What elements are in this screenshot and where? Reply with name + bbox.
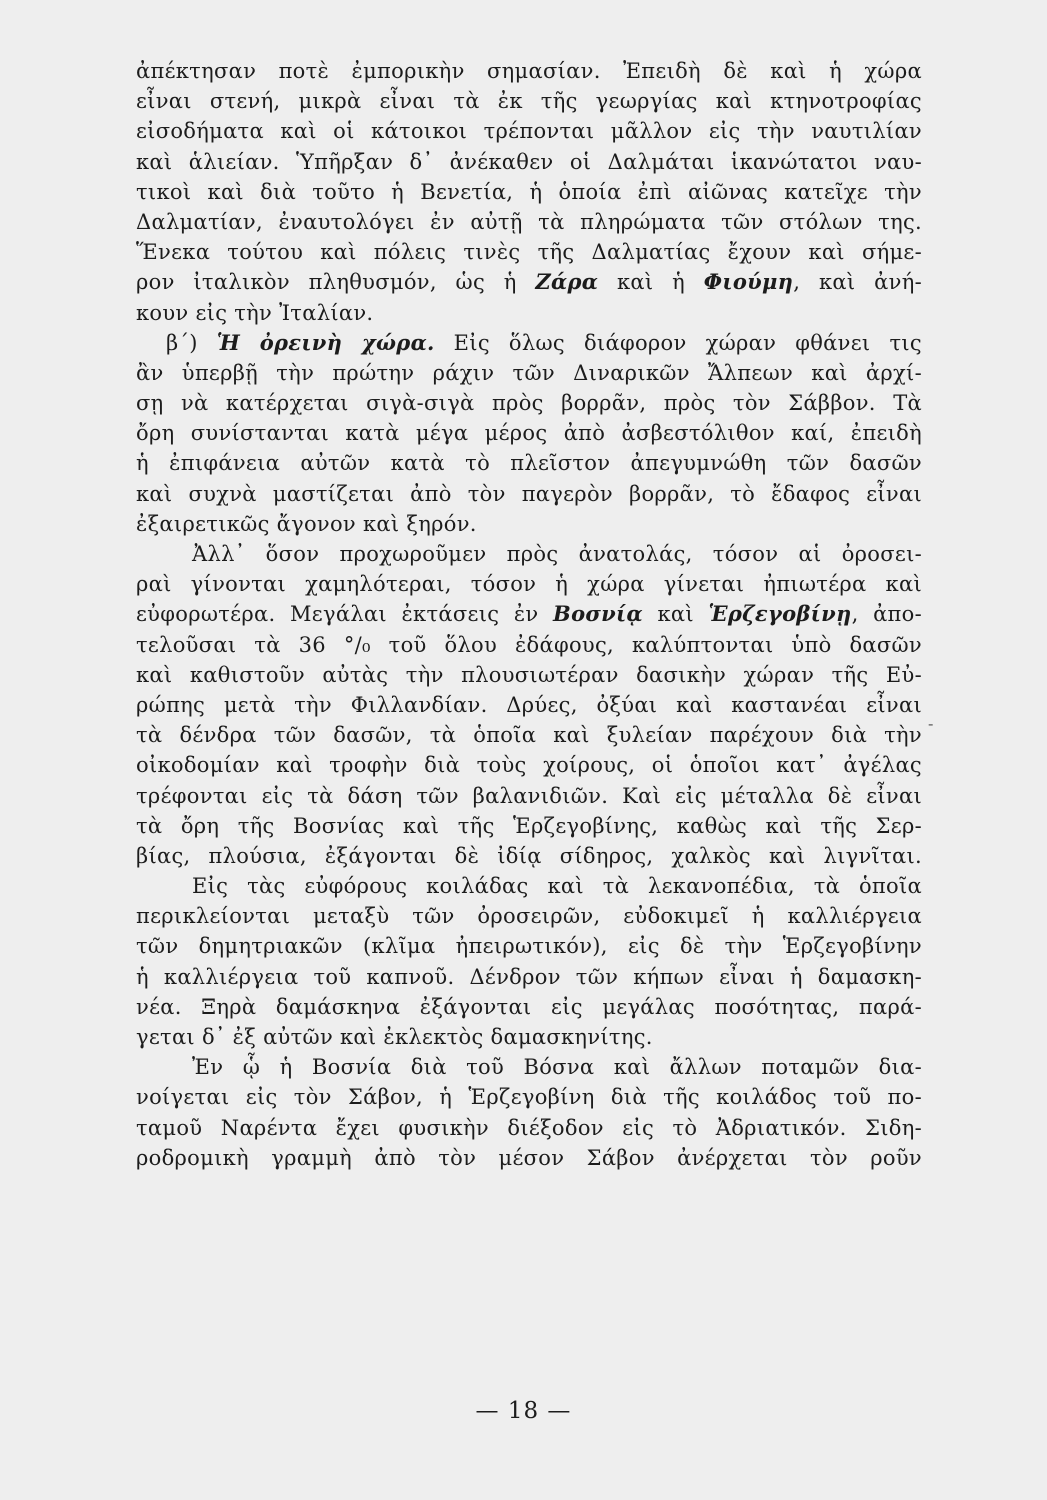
- text-line: ἡ ἐπιφάνεια αὐτῶν κατὰ τὸ πλεῖστον ἀπεγυμνώθη τῶν δασῶν: [136, 451, 922, 476]
- text-line: Εἰς τὰς εὐφόρους κοιλάδας καὶ τὰ λεκανοπέδια, τὰ ὁποῖα: [192, 874, 922, 899]
- text-line: τὰ ὄρη τῆς Βοσνίας καὶ τῆς Ἑρζεγοβίνης, καθὼς καὶ τῆς Σερ-: [136, 813, 922, 838]
- section-label: β΄): [166, 330, 217, 355]
- text-line: ὄρη συνίστανται κατὰ μέγα μέρος ἀπὸ ἀσβεστόλιθον καί, ἐπειδὴ: [136, 421, 922, 446]
- place-name-bosnia: Βοσνίᾳ: [553, 601, 643, 627]
- text-line: Ἀλλ᾽ ὅσον προχωροῦμεν πρὸς ἀνατολάς, τόσον αἱ ὀροσει-: [192, 542, 922, 566]
- text-fragment: Εἰς ὅλως διάφορον χώραν φθάνει τις: [434, 330, 922, 355]
- text-line: [136, 599, 922, 629]
- text-line: οἰκοδομίαν καὶ τροφὴν διὰ τοὺς χοίρους, οἱ ὁποῖοι κατ᾽ ἀγέλας: [136, 753, 922, 778]
- text-line: ταμοῦ Ναρέντα ἔχει φυσικὴν διέξοδον εἰς τὸ Ἀδριατικόν. Σιδη-: [136, 1115, 922, 1140]
- text-line: γεται δ᾽ ἐξ αὐτῶν καὶ ἐκλεκτὸς δαμασκηνίτης.: [136, 1025, 653, 1049]
- text-line: τρέφονται εἰς τὰ δάση τῶν βαλανιδιῶν. Καὶ εἰς μέταλλα δὲ εἶναι: [136, 783, 922, 808]
- text-line: τικοὶ καὶ διὰ τοῦτο ἡ Βενετία, ἡ ὁποία ἐπὶ αἰῶνας κατεῖχε τὴν: [136, 179, 922, 204]
- text-fragment: , καὶ ἀνή-: [793, 270, 922, 295]
- place-name-zara: Ζάρα: [535, 269, 599, 295]
- place-name-fiume: Φιούμη: [703, 269, 794, 295]
- text-line: βίας, πλούσια, ἐξάγονται δὲ ἰδίᾳ σίδηρος, χαλκὸς καὶ λιγνῖται.: [136, 843, 922, 868]
- text-fragment: , ἀπο-: [851, 602, 923, 627]
- body-text: [136, 56, 922, 1173]
- text-line: ἐξαιρετικῶς ἄγονον καὶ ξηρόν.: [136, 511, 477, 536]
- text-fragment: ρον ἰταλικὸν πληθυσμόν, ὡς ἡ: [136, 270, 536, 295]
- text-line: [136, 267, 922, 297]
- text-line: περικλείονται μεταξὺ τῶν ὀροσειρῶν, εὐδοκιμεῖ ἡ καλλιέργεια: [136, 904, 922, 929]
- place-name-herzegovina: Ἑρζεγοβίνῃ: [708, 601, 852, 627]
- text-line: ρώπης μετὰ τὴν Φιλλανδίαν. Δρύες, ὀξύαι καὶ καστανέαι εἶναι: [136, 692, 922, 717]
- text-line: κουν εἰς τὴν Ἰταλίαν.: [136, 300, 374, 325]
- text-line: τελοῦσαι τὰ 36 °/₀ τοῦ ὅλου ἐδάφους, καλύπτονται ὑπὸ δασῶν: [136, 632, 922, 657]
- margin-mark: -: [928, 714, 934, 733]
- text-line: καὶ ἁλιείαν. Ὑπῆρξαν δ᾽ ἀνέκαθεν οἱ Δαλμάται ἱκανώτατοι ναυ-: [136, 149, 922, 174]
- text-line: Ἕνεκα τούτου καὶ πόλεις τινὲς τῆς Δαλματίας ἔχουν καὶ σήμε-: [136, 240, 922, 265]
- text-line: τὰ δένδρα τῶν δασῶν, τὰ ὁποῖα καὶ ξυλείαν παρέχουν διὰ τὴν: [136, 723, 922, 748]
- text-line: Ἐν ᾧ ἡ Βοσνία διὰ τοῦ Βόσνα καὶ ἄλλων ποταμῶν δια-: [192, 1055, 922, 1080]
- text-line: νοίγεται εἰς τὸν Σάβον, ἡ Ἑρζεγοβίνη διὰ τῆς κοιλάδος τοῦ πο-: [136, 1085, 922, 1110]
- text-line: ἂν ὑπερβῇ τὴν πρώτην ράχιν τῶν Διναρικῶν Ἄλπεων καὶ ἀρχί-: [136, 360, 922, 385]
- text-line: καὶ καθιστοῦν αὐτὰς τὴν πλουσιωτέραν δασικὴν χώραν τῆς Εὐ-: [136, 662, 922, 687]
- text-line: σῃ νὰ κατέρχεται σιγὰ-σιγὰ πρὸς βορρᾶν, πρὸς τὸν Σάββον. Τὰ: [136, 391, 922, 416]
- text-line: καὶ συχνὰ μαστίζεται ἀπὸ τὸν παγερὸν βορρᾶν, τὸ ἔδαφος εἶναι: [136, 481, 922, 506]
- text-line: εἰσοδήματα καὶ οἱ κάτοικοι τρέπονται μᾶλλον εἰς τὴν ναυτιλίαν: [136, 119, 922, 144]
- text-line: Δαλματίαν, ἐναυτολόγει ἐν αὐτῇ τὰ πληρώματα τῶν στόλων της.: [136, 209, 922, 234]
- page-number: — 18 —: [475, 1398, 572, 1424]
- text-fragment: καὶ ἡ: [598, 270, 704, 295]
- text-line: ἀπέκτησαν ποτὲ ἐμπορικὴν σημασίαν. Ἐπειδὴ δὲ καὶ ἡ χώρα: [136, 59, 922, 83]
- text-line: ἡ καλλιέργεια τοῦ καπνοῦ. Δένδρον τῶν κήπων εἶναι ἡ δαμασκη-: [136, 964, 922, 989]
- section-heading-line: [136, 328, 922, 358]
- text-line: ροδρομικὴ γραμμὴ ἀπὸ τὸν μέσον Σάβον ἀνέρχεται τὸν ροῦν: [136, 1145, 922, 1170]
- text-line: τῶν δημητριακῶν (κλῖμα ἠπειρωτικόν), εἰς δὲ τὴν Ἑρζεγοβίνην: [136, 934, 922, 959]
- text-fragment: καὶ: [642, 602, 709, 627]
- text-line: ραὶ γίνονται χαμηλότεραι, τόσον ἡ χώρα γίνεται ἠπιωτέρα καὶ: [136, 572, 922, 597]
- text-line: νέα. Ξηρὰ δαμάσκηνα ἐξάγονται εἰς μεγάλας ποσότητας, παρά-: [136, 994, 922, 1019]
- text-fragment: εὐφορωτέρα. Μεγάλαι ἐκτάσεις ἐν: [136, 602, 554, 627]
- text-line: εἶναι στενή, μικρὰ εἶναι τὰ ἐκ τῆς γεωργίας καὶ κτηνοτροφίας: [136, 89, 922, 114]
- section-heading: Ἡ ὀρεινὴ χώρα.: [216, 329, 435, 355]
